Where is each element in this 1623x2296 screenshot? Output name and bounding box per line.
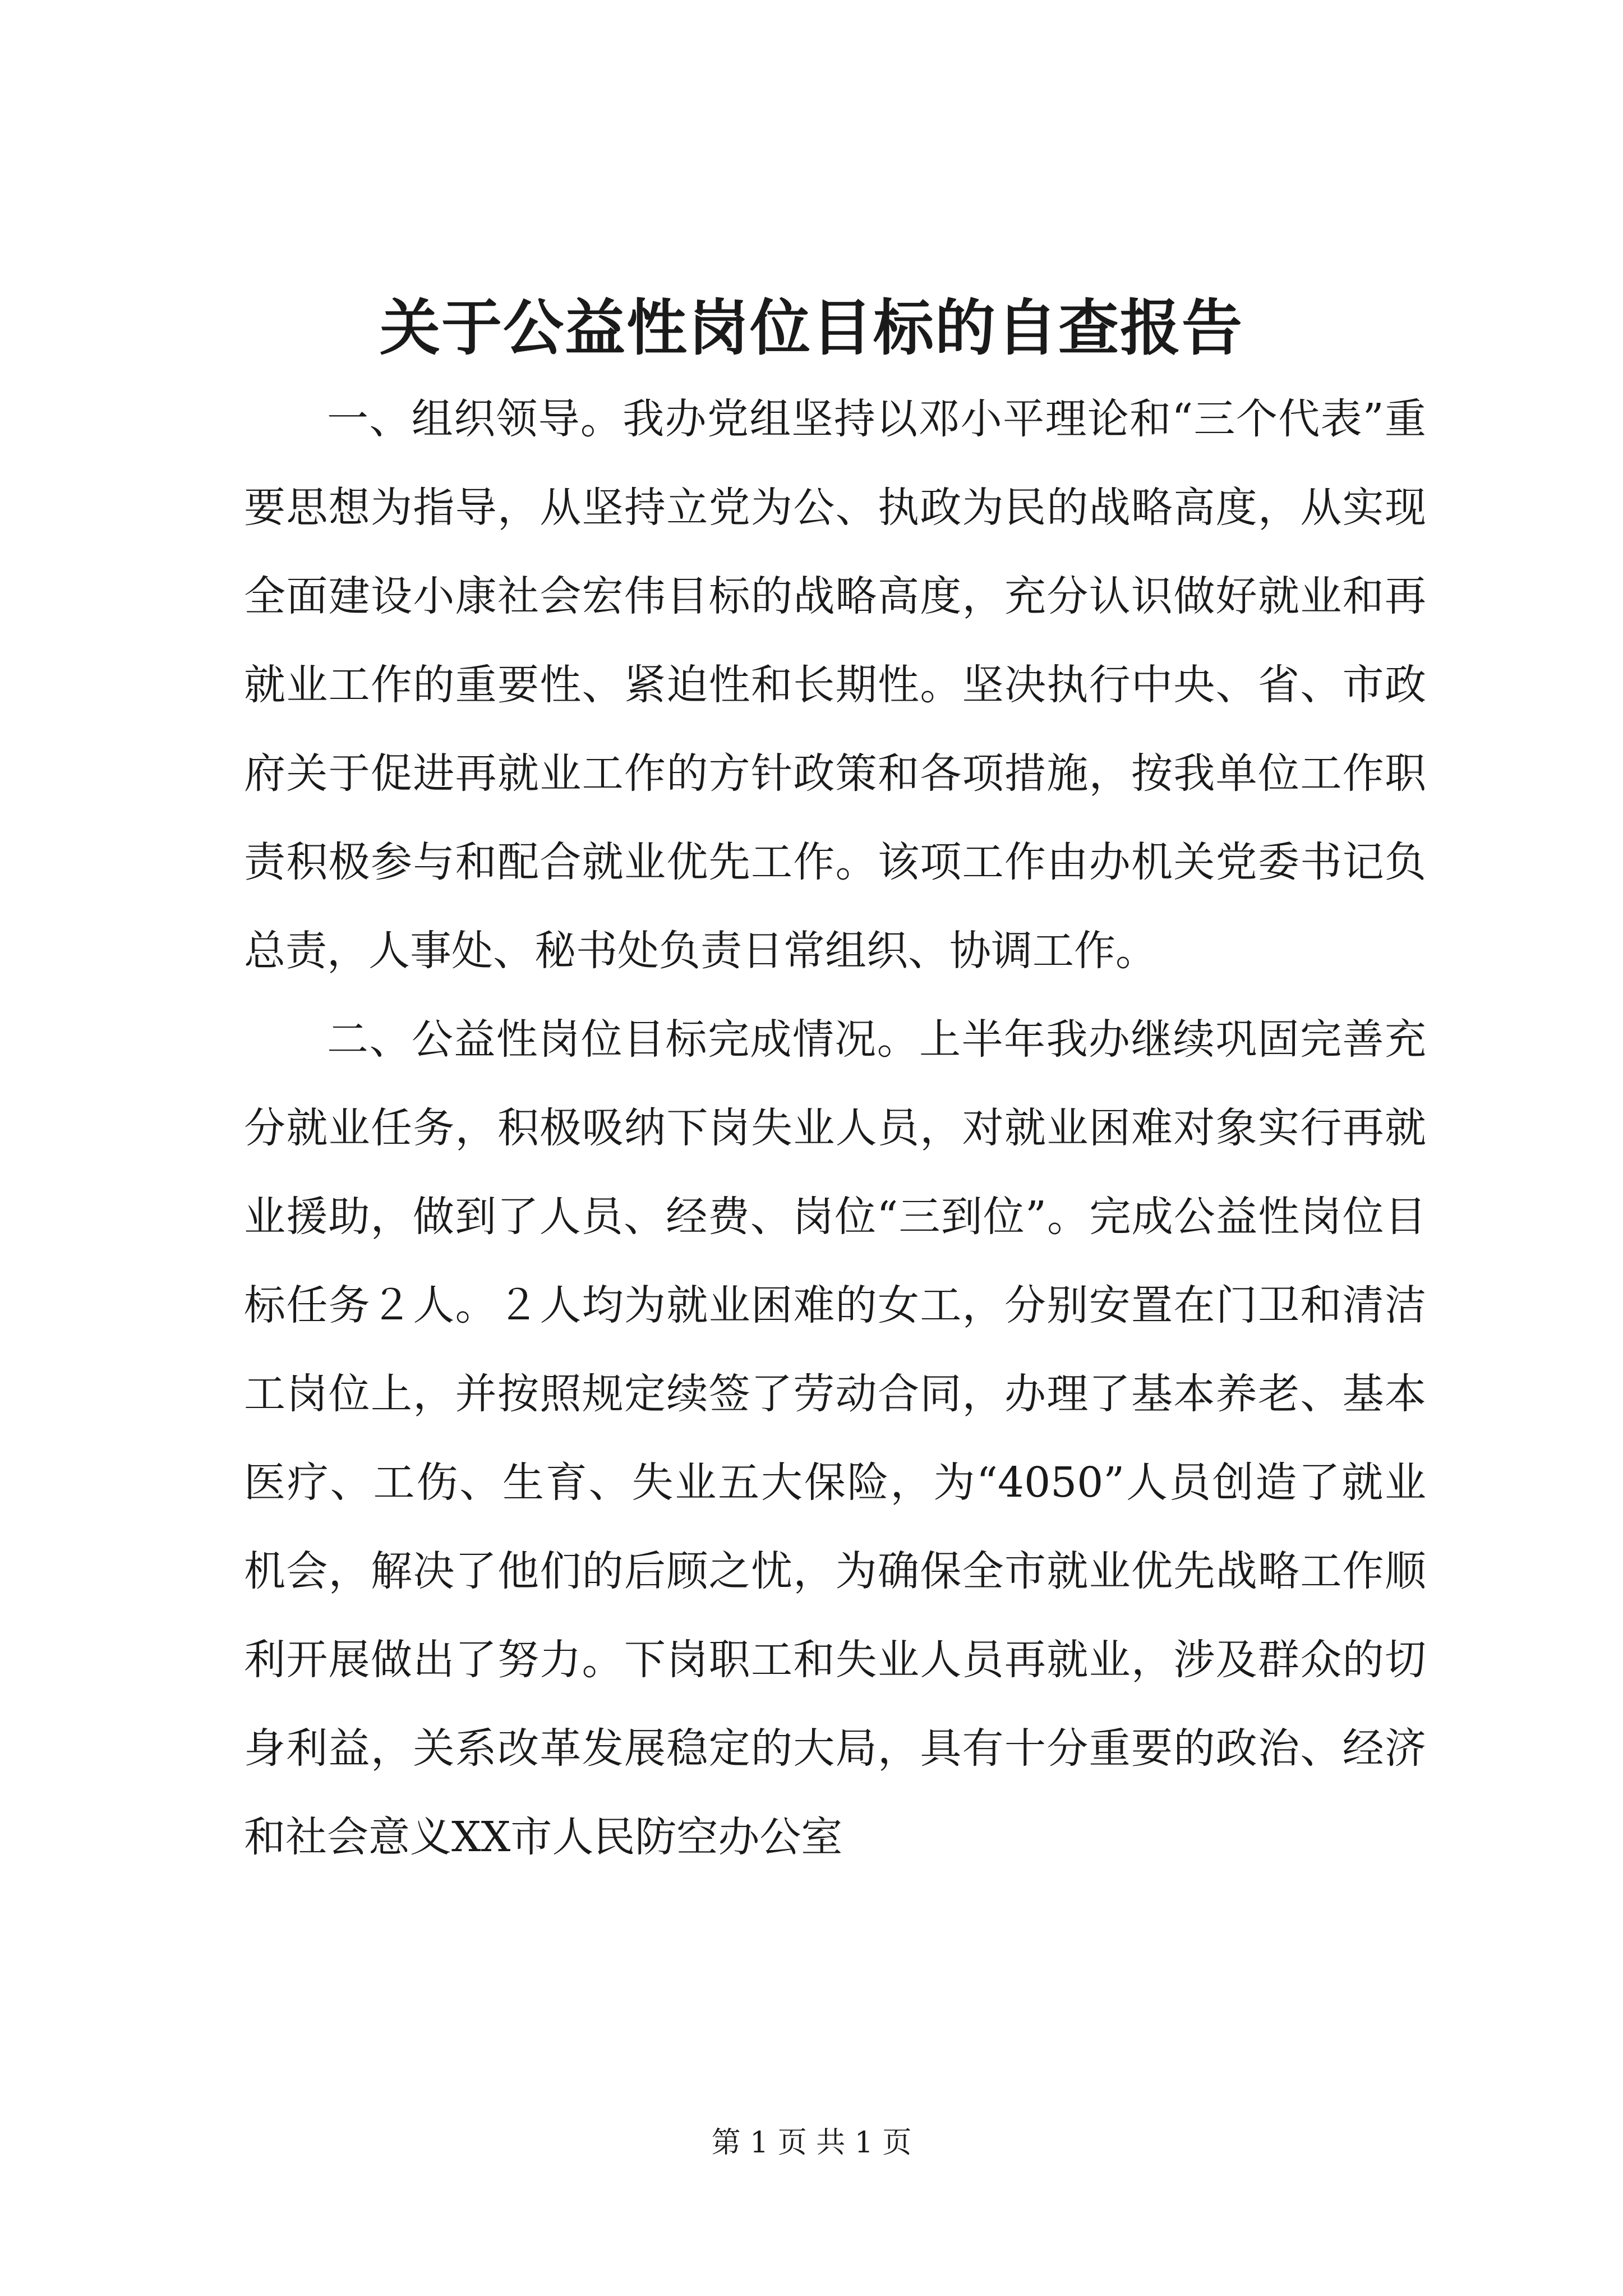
- document-body: [244, 375, 1426, 1881]
- paragraph-organization-leadership: 一、组织领导。我办党组坚持以邓小平理论和“三个代表”重要思想为指导，从坚持立党为公、执政为民的战略高度，从实现全面建设小康社会宏伟目标的战略高度，充分认识做好就业和再就业工作的重要性、紧迫性和长期性。坚决执行中央、省、市政府关于促进再就业工作的方针政策和各项措施，按我单位工作职责积极参与和配合就业优先工作。该项工作由办机关党委书记负总责，人事处、秘书处负责日常组织、协调工作。: [244, 395, 1426, 975]
- page-footer: 第 1 页 共 1 页: [711, 2126, 912, 2160]
- paragraph-target-completion: 二、公益性岗位目标完成情况。上半年我办继续巩固完善充分就业任务，积极吸纳下岗失业人员，对就业困难对象实行再就业援助，做到了人员、经费、岗位“三到位”。完成公益性岗位目标任务２人。２人均为就业困难的女工，分别安置在门卫和清洁工岗位上，并按照规定续签了劳动合同，办理了基本养老、基本医疗、工伤、生育、失业五大保险，为“4050”人员创造了就业机会，解决了他们的后顾之忧，为确保全市就业优先战略工作顺利开展做出了努力。下岗职工和失业人员再就业，涉及群众的切身利益，关系改革发展稳定的大局，具有十分重要的政治、经济和社会意义XX市人民防空办公室: [244, 1015, 1426, 1861]
- document-title: 关于公益性岗位目标的自查报告: [379, 293, 1243, 364]
